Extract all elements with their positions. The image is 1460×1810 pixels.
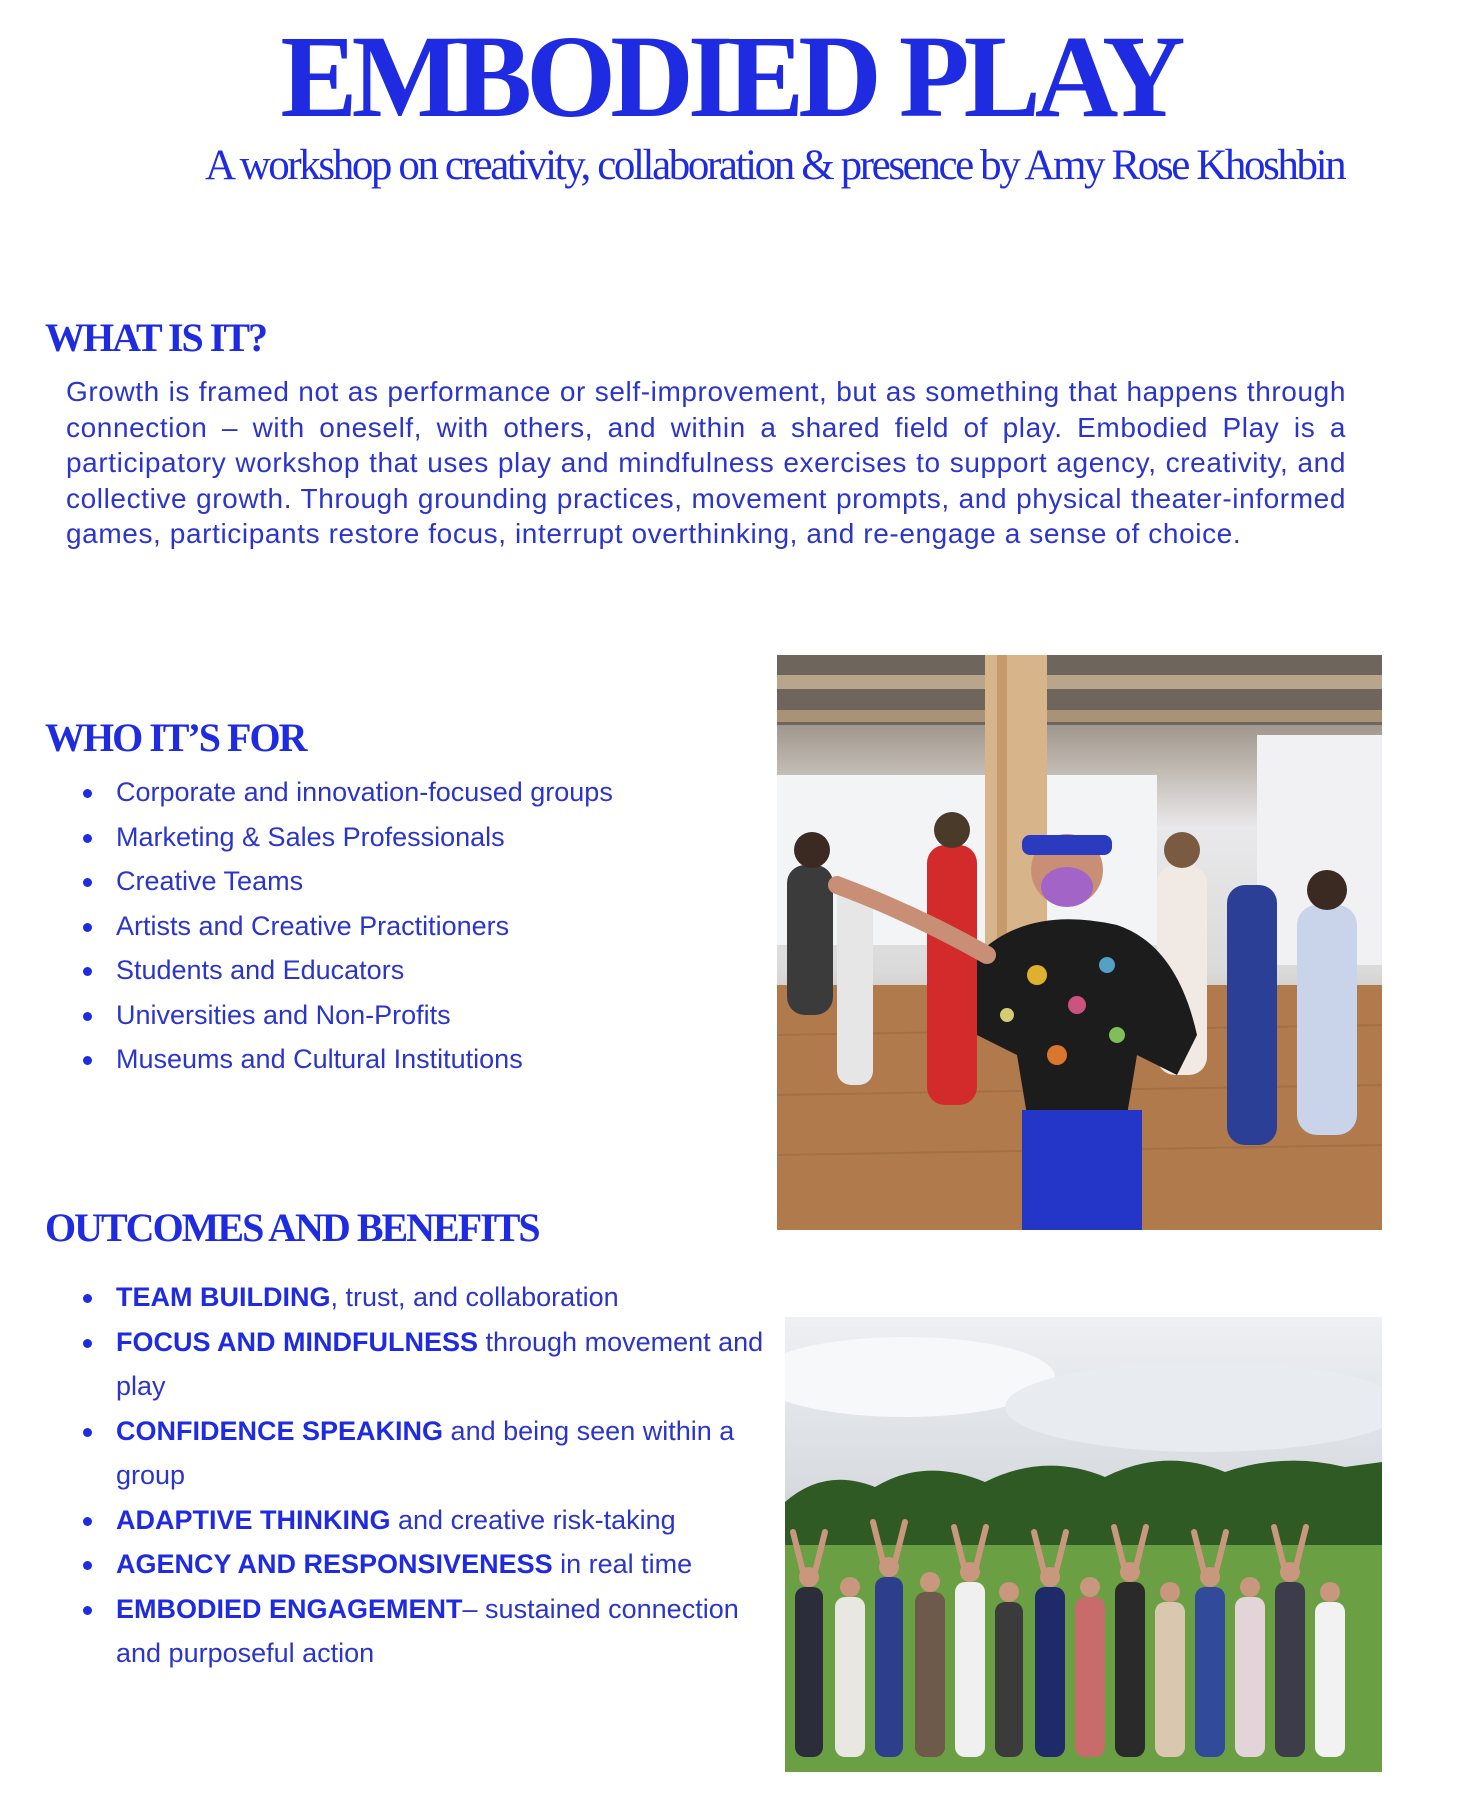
list-item (66, 1498, 786, 1543)
list-item: Marketing & Sales Professionals (66, 815, 746, 860)
studio-workshop-photo (777, 655, 1382, 1230)
outcome-keyword: FOCUS AND MINDFULNESS (116, 1326, 478, 1357)
outcome-text: and being seen within a group (116, 1415, 735, 1490)
outcome-keyword: EMBODIED ENGAGEMENT (116, 1593, 463, 1624)
list-item (66, 1320, 786, 1409)
list-item (66, 1409, 786, 1498)
outcome-keyword: ADAPTIVE THINKING (116, 1504, 391, 1535)
outcome-text: and creative risk-taking (390, 1504, 676, 1535)
what-is-it-body: Growth is framed not as performance or self-improvement, but as something that happens through connection – with oneself, with others, and within a shared field of play. Embodied Play is a participatory workshop that uses play and mindfulness exercises to support agency, creativity, and collective growth. Through grounding practices, movement prompts, and physical theater-informed games, participants restore focus, interrupt overthinking, and re-engage a sense of choice. (66, 376, 1346, 549)
who-its-for-list (66, 770, 746, 1082)
list-item: Students and Educators (66, 948, 746, 993)
outcome-text: , trust, and collaboration (330, 1282, 619, 1312)
list-item: Museums and Cultural Institutions (66, 1037, 746, 1082)
page-title: EMBODIED PLAY (280, 11, 1180, 142)
outcome-text: through movement and play (116, 1326, 764, 1401)
page-subtitle: A workshop on creativity, collaboration & presence by Amy Rose Khoshbin (205, 142, 1345, 189)
list-item: Universities and Non-Profits (66, 993, 746, 1038)
list-item (66, 1587, 786, 1676)
outcome-keyword: CONFIDENCE SPEAKING (116, 1415, 444, 1446)
who-its-for-heading: WHO IT’S FOR (45, 715, 306, 760)
outcome-keyword: AGENCY AND RESPONSIVENESS (116, 1549, 553, 1579)
what-is-it-heading: WHAT IS IT? (45, 315, 267, 360)
list-item (66, 1542, 786, 1587)
outcome-text: in real time (552, 1549, 693, 1579)
outcome-text: – sustained connection and purposeful action (116, 1593, 739, 1668)
outcomes-list (66, 1275, 786, 1676)
list-item: Corporate and innovation-focused groups (66, 770, 746, 815)
outcome-keyword: TEAM BUILDING (116, 1282, 331, 1312)
outcomes-heading: OUTCOMES AND BENEFITS (45, 1205, 539, 1250)
field-workshop-photo (785, 1317, 1382, 1772)
list-item: Creative Teams (66, 859, 746, 904)
list-item (66, 1275, 786, 1320)
list-item: Artists and Creative Practitioners (66, 904, 746, 949)
